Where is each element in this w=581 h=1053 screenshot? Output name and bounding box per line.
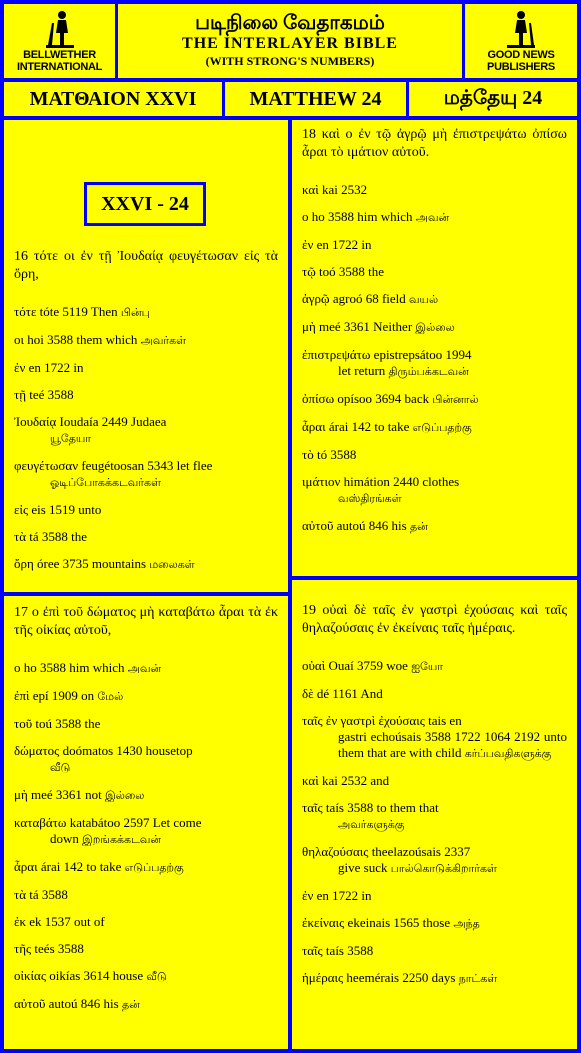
word-gloss: ἡμέραις heemérais 2250 days — [302, 970, 459, 985]
word-entry — [14, 529, 278, 545]
word-entry — [302, 391, 567, 408]
left-logo — [4, 4, 115, 78]
word-gloss: ἆραι árai 142 to take — [14, 859, 125, 874]
word-entry — [14, 304, 278, 321]
word-gloss: ταῖς ἐν γαστρὶ ἐχούσαις tais en — [302, 713, 462, 728]
figure-logo-icon — [40, 9, 80, 49]
tamil-gloss: ஐயோ — [411, 661, 444, 673]
word-entry — [302, 970, 567, 987]
title-block — [118, 4, 462, 78]
word-gloss: τοῦ toú 3588 the — [14, 716, 101, 731]
word-gloss: τῆς teés 3588 — [14, 941, 84, 956]
tamil-gloss: மலைகள் — [149, 559, 195, 571]
tamil-gloss: கர்ப்பவதிகளுக்கு — [464, 748, 552, 760]
tamil-gloss: வயல் — [409, 294, 439, 306]
tamil-gloss: இல்லை — [105, 790, 145, 802]
word-entry — [14, 996, 278, 1013]
word-entry — [302, 419, 567, 436]
tamil-gloss: தன் — [121, 999, 140, 1011]
left-logo-line2: INTERNATIONAL — [16, 61, 103, 73]
word-entry — [302, 888, 567, 904]
word-entry — [302, 264, 567, 280]
book-tamil: மத்தேயு 24 — [409, 82, 577, 116]
word-entry — [302, 800, 567, 833]
word-gloss: ὀπίσω opísoo 3694 back — [302, 391, 433, 406]
word-entry — [302, 209, 567, 226]
tamil-gloss: அவன் — [127, 663, 162, 675]
word-gloss: τῷ toó 3588 the — [302, 264, 385, 279]
word-gloss: ιμάτιον himátion 2440 clothes — [302, 474, 460, 489]
word-entry — [302, 237, 567, 253]
word-entry — [14, 332, 278, 349]
word-gloss: καὶ kai 2532 — [302, 182, 368, 197]
tamil-gloss: பின்பு — [120, 307, 150, 319]
word-gloss: ο ho 3588 him which — [302, 209, 416, 224]
word-gloss: τὰ tá 3588 — [14, 887, 68, 902]
word-gloss-continued — [302, 490, 567, 507]
word-entry — [302, 686, 567, 702]
word-entry — [302, 773, 567, 789]
book-english: MATTHEW 24 — [225, 82, 406, 116]
tamil-gloss: நாட்கள் — [458, 973, 498, 985]
word-gloss-continued — [302, 363, 567, 380]
word-gloss-continued — [302, 816, 567, 833]
word-entry — [302, 319, 567, 336]
book-greek: ΜΑΤΘΑΙΟΝ XXVI — [4, 82, 222, 116]
title-sub: (WITH STRONG'S NUMBERS) — [205, 54, 375, 68]
word-gloss: ἀγρῷ agroó 68 field — [302, 291, 410, 306]
tamil-gloss: பின்னால் — [432, 394, 479, 406]
tamil-gloss: ஓடிப்போகக்கடவர்கள் — [50, 477, 162, 489]
right-logo-line1: GOOD NEWS — [487, 49, 555, 61]
word-entry — [14, 660, 278, 677]
tamil-gloss: மேல் — [97, 691, 124, 703]
word-entry — [14, 414, 278, 447]
word-entry — [14, 914, 278, 930]
word-entry — [14, 502, 278, 518]
left-logo-line1: BELLWETHER — [23, 49, 96, 61]
word-gloss: αὐτοῦ autoú 846 his — [14, 996, 122, 1011]
gloss-continued-text: gastri echoúsais 3588 1722 1064 2192 unto them that are with child — [338, 729, 567, 760]
word-gloss: καὶ kai 2532 and — [302, 773, 390, 788]
word-gloss: ταῖς taís 3588 — [302, 943, 374, 958]
verse17-entries — [14, 660, 278, 1013]
verse17-head: 17 ο ἐπὶ τοῦ δώματος μὴ καταβάτω ἆραι τὰ ἐκ τῆς οἰκίας αὐτοῦ, — [14, 605, 278, 638]
tamil-gloss: வஸ்திரங்கள் — [338, 493, 402, 505]
tamil-gloss: அந்த — [453, 918, 480, 930]
word-entry — [302, 844, 567, 877]
word-gloss-continued — [302, 729, 567, 762]
tamil-gloss: வீடு — [146, 971, 167, 983]
word-gloss: Ἰουδαίᾳ Ioudaía 2449 Judaea — [14, 414, 167, 429]
word-gloss: ταῖς taís 3588 to them that — [302, 800, 439, 815]
word-entry — [14, 887, 278, 903]
verse18-panel — [292, 120, 577, 576]
tamil-gloss: யூதேயா — [50, 433, 92, 445]
verse16-panel — [4, 120, 288, 592]
word-gloss: αὐτοῦ autoú 846 his — [302, 518, 410, 533]
tamil-gloss: அவர்களுக்கு — [338, 819, 405, 831]
word-entry — [302, 915, 567, 932]
word-entry — [14, 360, 278, 376]
verse16-head: 16 τότε οι ἐν τῇ Ἰουδαίᾳ φευγέτωσαν εἰς τὰ ὄρη, — [14, 249, 278, 282]
title-main: THE INTERLAYER BIBLE — [182, 35, 398, 52]
verse19-panel — [292, 580, 577, 1049]
verse17-panel — [4, 596, 288, 1049]
figure-logo-icon — [501, 9, 541, 49]
right-logo-line2: PUBLISHERS — [487, 61, 555, 73]
word-gloss: τότε tóte 5119 Then — [14, 304, 121, 319]
title-tamil: படிநிலை வேதாகமம் — [195, 12, 385, 34]
word-gloss: μὴ meé 3361 not — [14, 787, 106, 802]
word-gloss: εἰς eis 1519 unto — [14, 502, 102, 517]
word-entry — [302, 291, 567, 308]
word-gloss: ἐν en 1722 in — [302, 237, 372, 252]
word-entry — [14, 688, 278, 705]
gloss-continued-text: give suck — [338, 860, 391, 875]
word-gloss: ἐν en 1722 in — [302, 888, 372, 903]
word-gloss: μὴ meé 3361 Neither — [302, 319, 416, 334]
word-gloss: ἐπὶ epí 1909 on — [14, 688, 98, 703]
tamil-gloss: எடுப்பதற்கு — [412, 422, 472, 434]
word-gloss: ὄρη óree 3735 mountains — [14, 556, 150, 571]
tamil-gloss: வீடு — [50, 762, 71, 774]
word-entry — [302, 347, 567, 380]
tamil-gloss: திரும்பக்கடவன் — [388, 366, 469, 378]
word-gloss: ο ho 3588 him which — [14, 660, 128, 675]
tamil-gloss: அவர்கள் — [140, 335, 187, 347]
word-gloss: τὸ tó 3588 — [302, 447, 357, 462]
word-gloss-continued — [14, 474, 278, 491]
word-entry — [302, 447, 567, 463]
word-entry — [302, 182, 567, 198]
word-entry — [14, 743, 278, 776]
word-gloss: δώματος doómatos 1430 housetop — [14, 743, 193, 758]
word-gloss-continued — [14, 759, 278, 776]
word-gloss-continued — [14, 831, 278, 848]
word-entry — [14, 815, 278, 848]
verse18-entries — [302, 182, 567, 535]
word-gloss: ἐπιστρεψάτω epistrepsátoo 1994 — [302, 347, 472, 362]
word-entry — [14, 556, 278, 573]
word-gloss-continued — [302, 860, 567, 877]
word-gloss: τὰ tá 3588 the — [14, 529, 88, 544]
word-gloss: δὲ dé 1161 And — [302, 686, 383, 701]
tamil-gloss: இறங்கக்கடவன் — [82, 834, 162, 846]
chapter-box: XXVI - 24 — [84, 182, 206, 226]
verse16-entries — [14, 304, 278, 573]
word-entry — [14, 968, 278, 985]
word-entry — [14, 716, 278, 732]
verse19-head: 19 οὐαὶ δὲ ταῖς ἐν γαστρὶ ἐχούσαις καὶ ταῖς θηλαζούσαις ἐν ἐκείναις ταῖς ἡμέραις. — [302, 603, 567, 636]
word-gloss: ἆραι árai 142 to take — [302, 419, 413, 434]
word-entry — [14, 387, 278, 403]
word-gloss: τῇ teé 3588 — [14, 387, 74, 402]
word-gloss: ἐκ ek 1537 out of — [14, 914, 105, 929]
tamil-gloss: இல்லை — [415, 322, 455, 334]
right-logo — [465, 4, 577, 78]
verse19-entries — [302, 658, 567, 987]
word-gloss: καταβάτω katabátoo 2597 Let come — [14, 815, 202, 830]
word-entry — [302, 943, 567, 959]
word-entry — [14, 787, 278, 804]
word-gloss: ἐν en 1722 in — [14, 360, 84, 375]
word-gloss: οἰκίας oikías 3614 house — [14, 968, 147, 983]
word-gloss: φευγέτωσαν feugétoosan 5343 let flee — [14, 458, 213, 473]
word-gloss: ἐκείναις ekeinais 1565 those — [302, 915, 454, 930]
gloss-continued-text: down — [50, 831, 83, 846]
word-entry — [14, 859, 278, 876]
word-entry — [302, 474, 567, 507]
word-gloss: οι hoi 3588 them which — [14, 332, 141, 347]
word-entry — [14, 941, 278, 957]
tamil-gloss: தன் — [409, 521, 428, 533]
word-gloss: θηλαζούσαις theelazoúsais 2337 — [302, 844, 471, 859]
word-entry — [302, 658, 567, 675]
word-gloss: οὐαὶ Ouaí 3759 woe — [302, 658, 412, 673]
word-gloss-continued — [14, 430, 278, 447]
gloss-continued-text: let return — [338, 363, 389, 378]
tamil-gloss: பால்கொடுக்கிறார்கள் — [390, 863, 497, 875]
verse18-head: 18 καὶ ο ἐν τῷ ἀγρῷ μὴ ἐπιστρεψάτω ὀπίσω ἆραι τὸ ιμάτιον αὐτοῦ. — [302, 127, 567, 160]
word-entry — [302, 518, 567, 535]
word-entry — [302, 713, 567, 762]
tamil-gloss: எடுப்பதற்கு — [124, 862, 184, 874]
word-entry — [14, 458, 278, 491]
tamil-gloss: அவன் — [415, 212, 450, 224]
